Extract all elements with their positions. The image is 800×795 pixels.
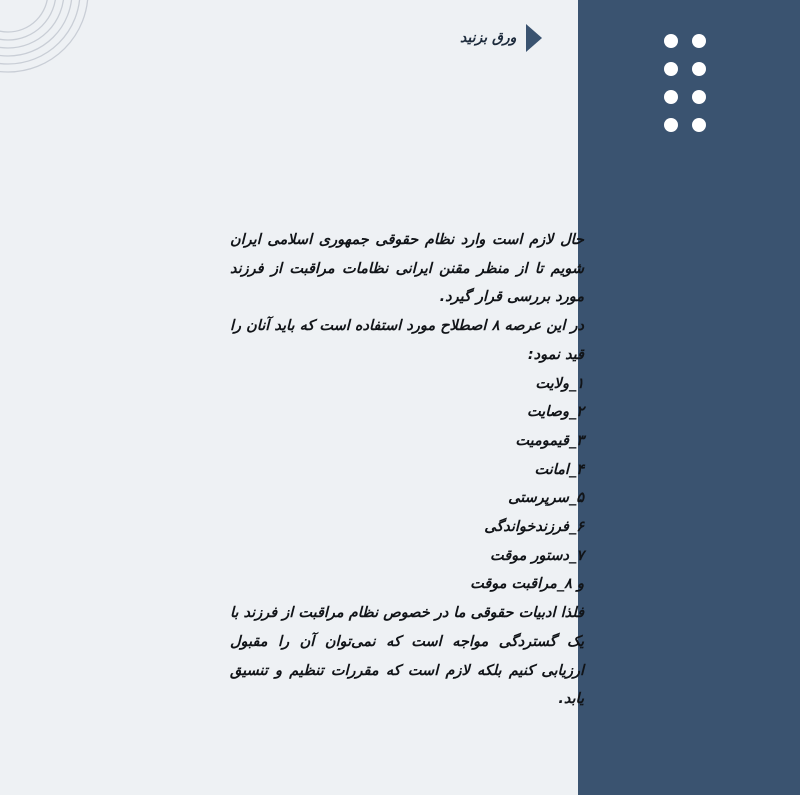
dot [664,34,678,48]
dot-grid-decoration [664,34,706,132]
dot [692,62,706,76]
term-item: ۵_سرپرستی [508,490,584,507]
dot [664,62,678,76]
term-item: ۳_قیمومیت [515,432,584,449]
arrow-right-icon [526,24,542,52]
conclusion-paragraph: فلذا ادبیات حقوقی ما در خصوص نظام مراقبت از فرزند با یک گستردگی مواجه است که نمی‌توان آن را مقبول ارزیابی کنیم بلکه لازم است که مقررات تنظیم و تنسیق یابد. [230,605,584,708]
swipe-label: ورق بزنید [460,30,517,46]
dot [664,90,678,104]
dot [692,90,706,104]
term-item: و ۸_مراقبت موقت [470,576,584,593]
swipe-next-button[interactable] [460,22,542,54]
article-body [230,226,584,714]
dot [692,34,706,48]
dot [664,118,678,132]
term-item: ۱_ولایت [535,375,584,392]
terms-intro-paragraph: در این عرصه ۸ اصطلاح مورد استفاده است که باید آنان را قید نمود: [230,318,584,363]
term-item: ۲_وصایت [526,404,584,421]
term-item: ۴_امانت [534,461,584,478]
decorative-rings [0,0,90,90]
dot [692,118,706,132]
intro-paragraph: حال لازم است وارد نظام حقوقی جمهوری اسلامی ایران شویم تا از منظر مقنن ایرانی نظامات مراقبت از فرزند مورد بررسی قرار گیرد. [230,232,584,306]
term-item: ۷_دستور موقت [490,547,584,564]
term-item: ۶_فرزندخواندگی [484,519,584,536]
